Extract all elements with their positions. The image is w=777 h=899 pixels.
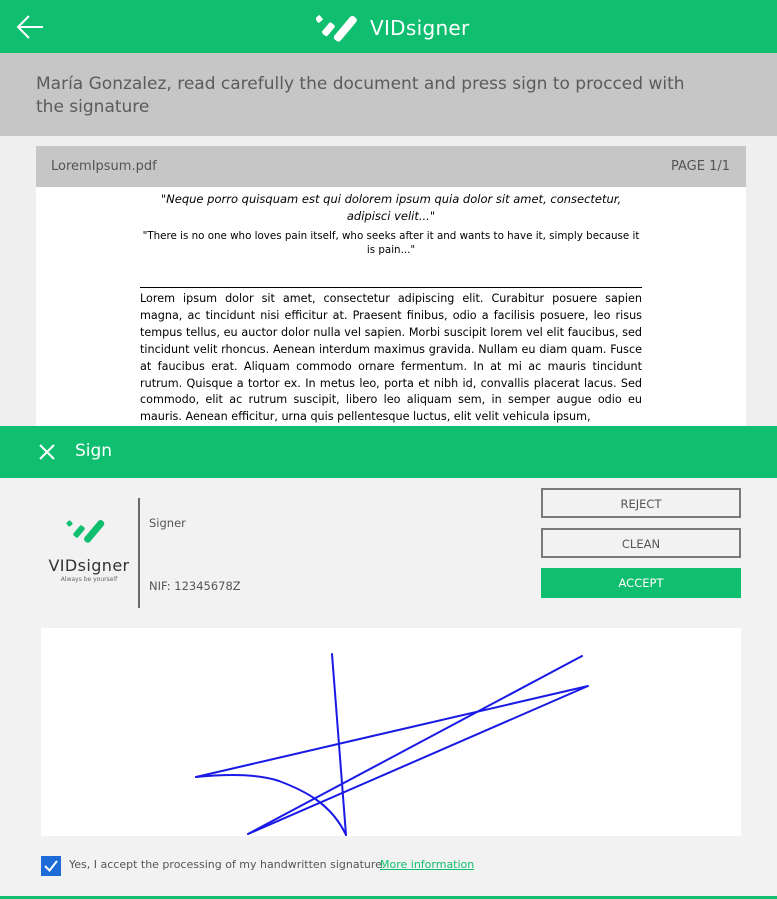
signer-label: Signer xyxy=(149,516,186,530)
document-file-name: LoremIpsum.pdf xyxy=(51,159,157,174)
close-sign-button[interactable] xyxy=(38,443,56,461)
brand xyxy=(316,14,470,42)
document-quote-italic: "Neque porro quisquam est qui dolorem ipsum quia dolor sit amet, consectetur, adipisci velit..." xyxy=(160,192,622,223)
reject-button[interactable]: REJECT xyxy=(541,488,741,518)
consent-checkbox[interactable] xyxy=(41,856,61,876)
brand-name: VIDsigner xyxy=(370,16,470,40)
vidsigner-mark-icon xyxy=(66,518,110,544)
document-header xyxy=(36,146,746,187)
document-divider xyxy=(140,287,642,288)
sign-panel-header xyxy=(0,426,777,478)
signer-nif: NIF: 12345678Z xyxy=(149,579,241,593)
accept-button[interactable]: ACCEPT xyxy=(541,568,741,598)
document-body-text: Lorem ipsum dolor sit amet, consectetur adipiscing elit. Curabitur posuere sapien magna, ac tincidunt nisi efficitur at. Praesent finibus, odio a facilisis posuere, leo risus tempus tellus, eu auctor dolor nulla vel sapien. Morbi suscipit lorem vel elit faucibus, sed tincidunt velit rhoncus. Aenean interdum maximus gravida. Nullam eu diam quam. Fusce at faucibus erat. Aliquam commodo ornare fermentum. In at mi ac mauris tincidunt rutrum. Quisque a tortor ex. In metus leo, porta et nibh id, convallis placerat lacus. Sed commodo, elit ac rutrum suscipit, libero leo aliquam sem, in semper augue odio eu mauris. Aenean efficitur, urna quis pellentesque luctus, elit velit vehicula ipsum, xyxy=(140,292,642,424)
clean-button[interactable]: CLEAN xyxy=(541,528,741,558)
document-quote: "There is no one who loves pain itself, who seeks after it and wants to have it, simply because it is pain..." xyxy=(142,230,640,256)
back-button[interactable] xyxy=(16,12,48,42)
signature-canvas[interactable] xyxy=(41,628,741,836)
signer-divider xyxy=(138,498,140,608)
page-indicator: PAGE 1/1 xyxy=(670,159,730,174)
checkmark-icon xyxy=(41,856,61,876)
document-page[interactable] xyxy=(36,187,746,426)
more-information-link[interactable]: More information xyxy=(380,858,475,871)
logo-tagline: Always be yourself xyxy=(60,576,118,583)
document-viewer[interactable] xyxy=(0,136,777,426)
vidsigner-logo-icon xyxy=(316,14,362,42)
logo-word: VIDsigner xyxy=(48,556,130,575)
arrow-left-icon xyxy=(16,12,48,42)
signature-stroke xyxy=(41,628,741,836)
instruction-text: María Gonzalez, read carefully the document and press sign to procced with the signature xyxy=(36,74,685,117)
consent-text: Yes, I accept the processing of my handwritten signature. xyxy=(69,858,386,871)
close-icon xyxy=(38,443,56,461)
instruction-banner xyxy=(0,53,777,136)
vidsigner-logo xyxy=(44,518,134,588)
sign-panel-title: Sign xyxy=(75,441,113,461)
